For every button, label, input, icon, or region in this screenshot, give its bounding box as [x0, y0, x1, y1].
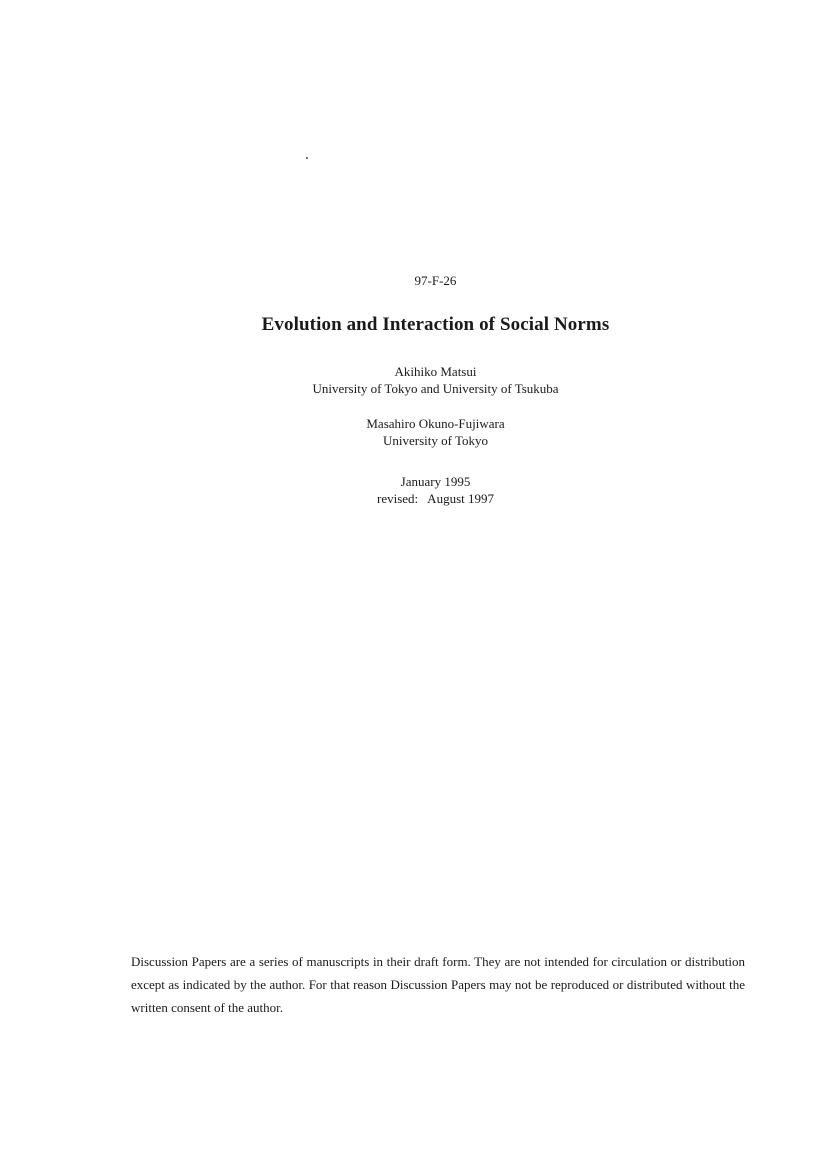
- author-affiliation: University of Tokyo: [382, 433, 488, 448]
- scan-speck: [306, 157, 308, 159]
- author-name: Masahiro Okuno-Fujiwara: [366, 416, 505, 431]
- original-date: January 1995: [400, 474, 471, 489]
- author-block-2: [0, 415, 827, 449]
- author-block-1: [0, 363, 827, 397]
- date-block: [0, 473, 827, 507]
- revised-date: revised: August 1997: [377, 491, 494, 506]
- paper-title: Evolution and Interaction of Social Norms: [261, 314, 610, 335]
- discussion-paper-disclaimer: Discussion Papers are a series of manuscripts in their draft form. They are not intended for circulation or distribution except as indicated by the author. For that reason Discussion Papers may not be reproduced or distributed without the written consent of the author.: [131, 954, 745, 1015]
- author-affiliation: University of Tokyo and University of Tsukuba: [312, 381, 559, 396]
- paper-number: 97-F-26: [414, 273, 457, 288]
- author-name: Akihiko Matsui: [394, 364, 477, 379]
